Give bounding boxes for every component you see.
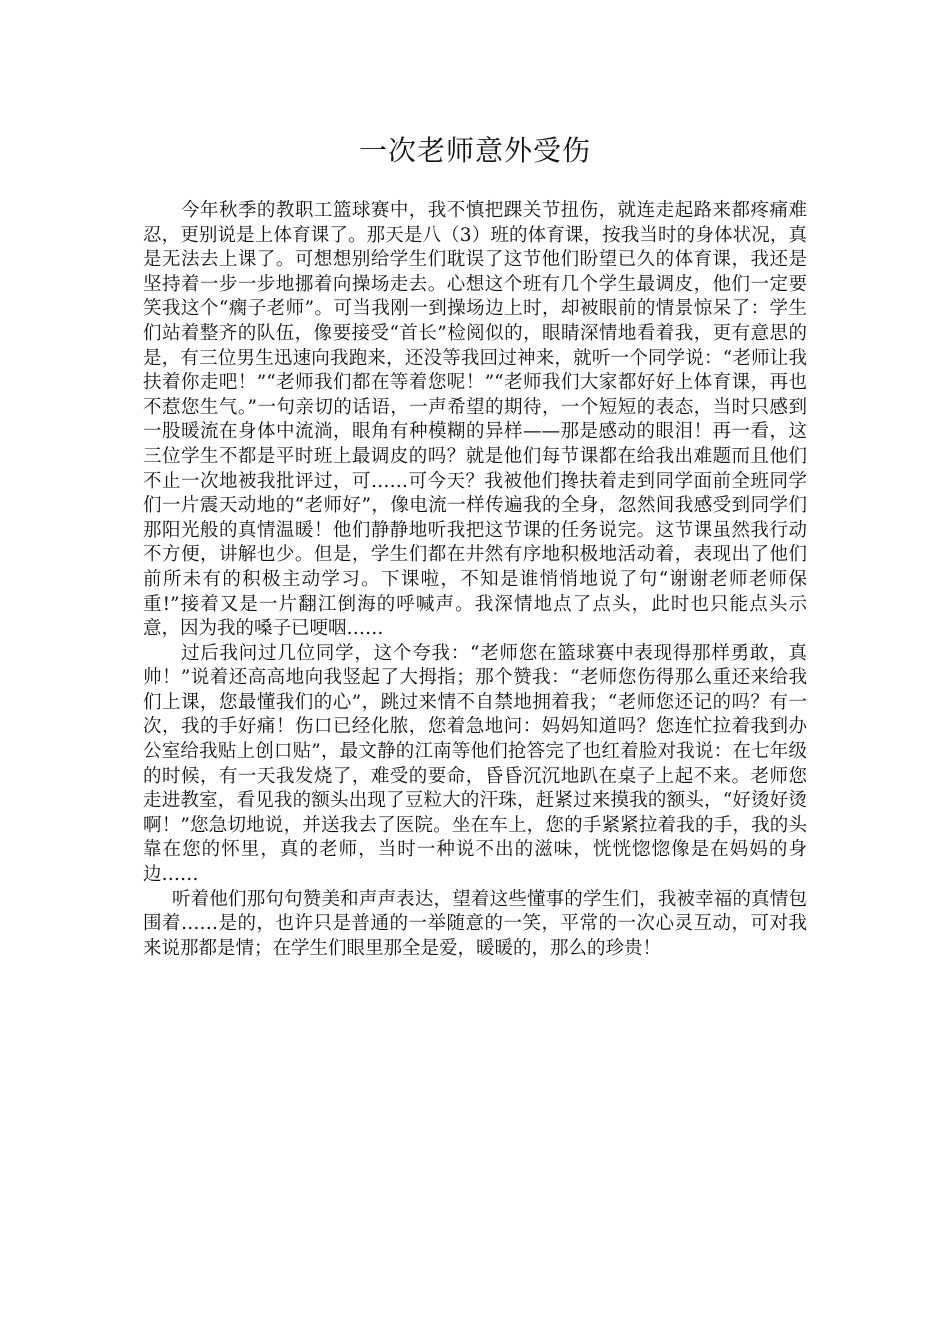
paragraph-3: 听着他们那句句赞美和声声表达，望着这些懂事的学生们，我被幸福的真情包围着……是的，也许只是普通的一举随意的一笑，平常的一次心灵互动，可对我来说那都是情；在学生们眼里那全是爱，暖暖的，那么的珍贵！ bbox=[143, 888, 807, 959]
paragraph-2: 过后我问过几位同学，这个夸我：“老师您在篮球赛中表现得那样勇敢，真帅！”说着还高高地向我竖起了大拇指；那个赞我：“老师您伤得那么重还来给我们上课，您最懂我们的心”，跳过来情不自禁地拥着我；“老师您还记的吗？有一次，我的手好痛！伤口已经化脓，您着急地问：妈妈知道吗？您连忙拉着我到办公室给我贴上创口贴”，最文静的江南等他们抢答完了也红着脸对我说：在七年级的时候，有一天我发烧了，难受的要命，昏昏沉沉地趴在桌子上起不来。老师您走进教室，看见我的额头出现了豆粒大的汗珠，赶紧过来摸我的额头，“好烫好烫啊！”您急切地说，并送我去了医院。坐在车上，您的手紧紧拉着我的手，我的头靠在您的怀里，真的老师，当时一种说不出的滋味，恍恍惚惚像是在妈妈的身边…… bbox=[143, 642, 807, 886]
document-title: 一次老师意外受伤 bbox=[358, 134, 591, 167]
paragraph-1: 今年秋季的教职工篮球赛中，我不慎把踝关节扭伤，就连走起路来都疼痛难忍，更别说是上体育课了。那天是八（3）班的体育课，按我当时的身体状况，真是无法去上课了。可想想别给学生们耽误了这节他们盼望已久的体育课，我还是坚持着一步一步地挪着向操场走去。心想这个班有几个学生最调皮，他们一定要笑我这个“瘸子老师”。可当我刚一到操场边上时，却被眼前的情景惊呆了：学生们站着整齐的队伍，像要接受“首长”检阅似的，眼睛深情地看着我，更有意思的是，有三位男生迅速向我跑来，还没等我回过神来，就听一个同学说：“老师让我扶着你走吧！”“老师我们都在等着您呢！”“老师我们大家都好好上体育课，再也不惹您生气。”一句亲切的话语，一声希望的期待，一个短短的表态，当时只感到一股暖流在身体中流淌，眼角有种模糊的异样——那是感动的眼泪！再一看，这三位学生不都是平时班上最调皮的吗？就是他们每节课都在给我出难题而且他们不止一次地被我批评过，可……可今天？我被他们搀扶着走到同学面前全班同学们一片震天动地的“老师好”，像电流一样传遍我的全身，忽然间我感受到同学们那阳光般的真情温暖！他们静静地听我把这节课的任务说完。这节课虽然我行动不方便，讲解也少。但是，学生们都在井然有序地积极地活动着，表现出了他们前所未有的积极主动学习。下课啦，不知是谁悄悄地说了句“谢谢老师老师保重!”接着又是一片翻江倒海的呼喊声。我深情地点了点头，此时也只能点头示意，因为我的嗓子已哽咽…… bbox=[143, 200, 807, 640]
document-body bbox=[143, 199, 807, 961]
